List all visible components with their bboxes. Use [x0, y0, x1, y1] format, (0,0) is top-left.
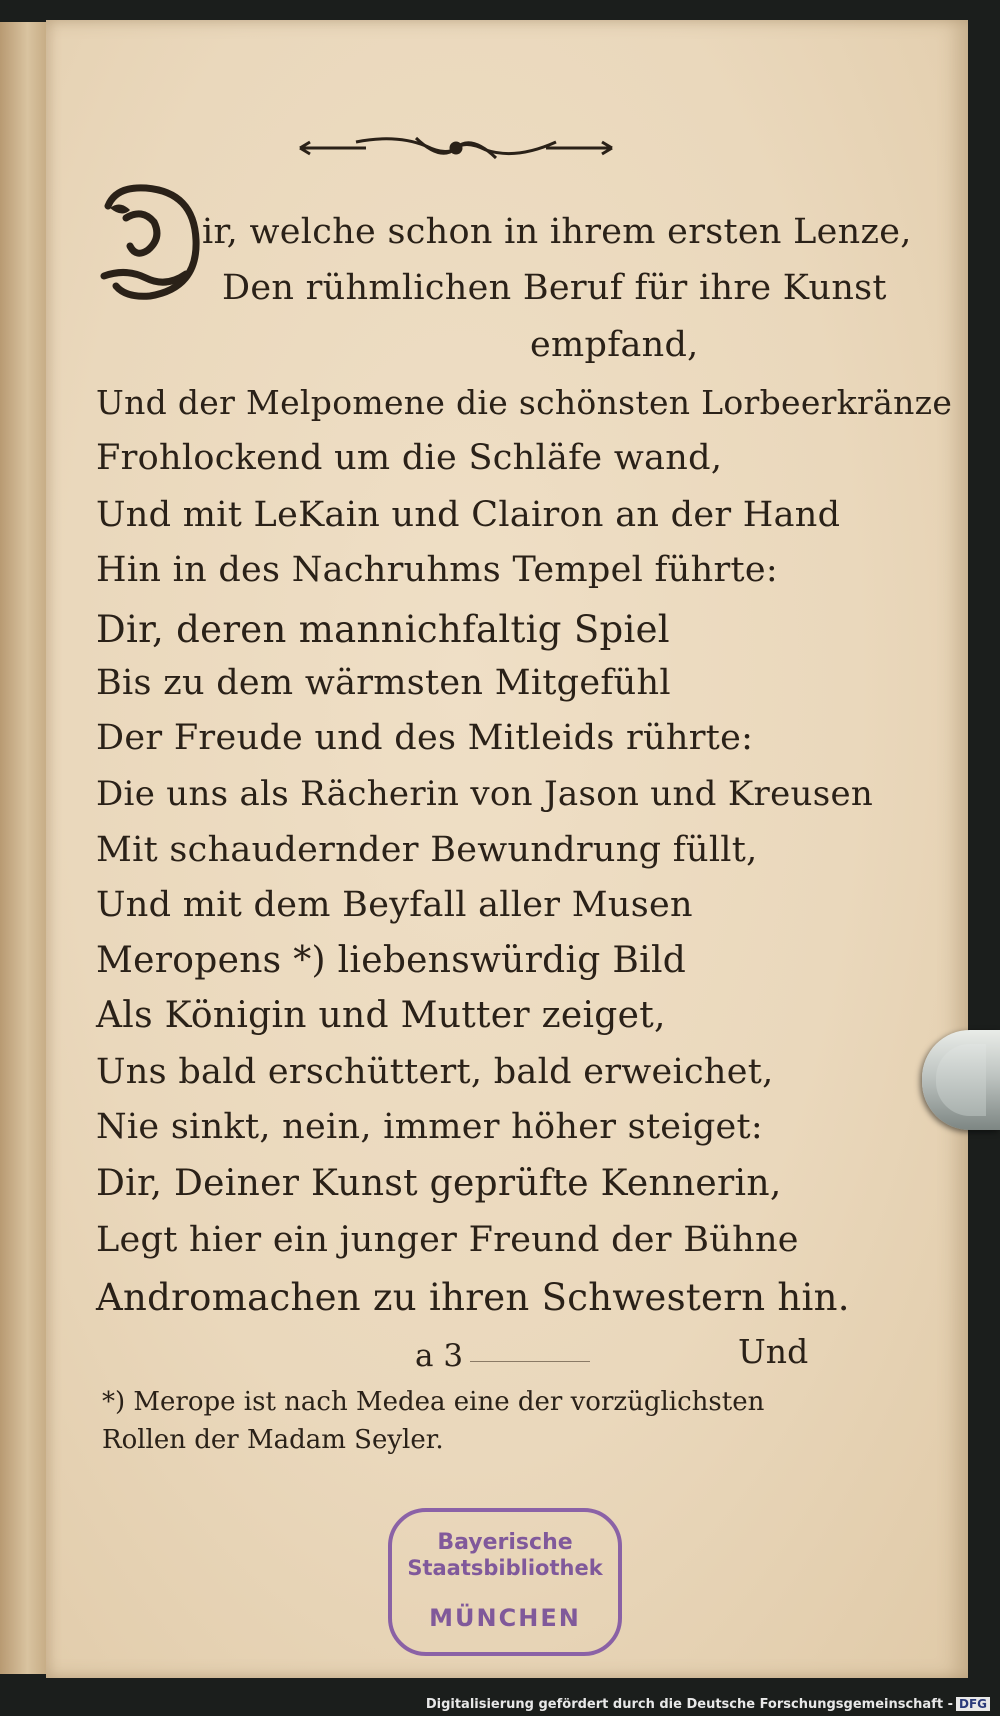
- footnote-line-2: Rollen der Madam Seyler.: [102, 1425, 444, 1455]
- verse-line-5: Frohlockend um die Schläfe wand,: [96, 438, 723, 478]
- digitization-credit: [426, 1697, 990, 1712]
- library-stamp: [388, 1508, 622, 1656]
- decorated-initial-d: [96, 178, 208, 308]
- verse-line-3: empfand,: [530, 325, 699, 365]
- verse-line-2: Den rühmlichen Beruf für ihre Kunst: [222, 268, 887, 308]
- signature-rule: [470, 1361, 590, 1362]
- stamp-line-2: Staatsbibliothek: [407, 1556, 603, 1580]
- ornament-headpiece: [296, 130, 616, 166]
- verse-line-14: Meropens *) liebenswürdig Bild: [96, 940, 687, 981]
- verse-line-12: Mit schaudernder Bewundrung füllt,: [96, 830, 758, 870]
- verse-line-9: Bis zu dem wärmsten Mitgefühl: [96, 663, 671, 703]
- stamp-line-3: MÜNCHEN: [429, 1604, 581, 1632]
- verse-line-8: Dir, deren mannichfaltig Spiel: [96, 608, 670, 651]
- verse-line-20: Andromachen zu ihren Schwestern hin.: [96, 1276, 850, 1319]
- verse-line-4: Und der Melpomene die schönsten Lorbeerkränze: [96, 383, 953, 422]
- dfg-logo: DFG: [956, 1697, 990, 1711]
- verse-line-17: Nie sinkt, nein, immer höher steiget:: [96, 1107, 763, 1147]
- verse-line-15: Als Königin und Mutter zeiget,: [96, 995, 666, 1036]
- verse-line-1: ir, welche schon in ihrem ersten Lenze,: [202, 212, 912, 252]
- signature-mark: a 3: [415, 1338, 464, 1374]
- verse-line-18: Dir, Deiner Kunst geprüfte Kennerin,: [96, 1163, 782, 1204]
- left-page-edge: [0, 22, 48, 1674]
- verse-line-7: Hin in des Nachruhms Tempel führte:: [96, 550, 778, 590]
- stamp-line-1: Bayerische: [437, 1530, 573, 1555]
- catchword: Und: [738, 1332, 809, 1371]
- verse-line-10: Der Freude und des Mitleids rührte:: [96, 718, 754, 758]
- footnote-line-1: *) Merope ist nach Medea eine der vorzüglichsten: [102, 1387, 765, 1417]
- verse-line-16: Uns bald erschüttert, bald erweichet,: [96, 1052, 774, 1092]
- verse-line-19: Legt hier ein junger Freund der Bühne: [96, 1220, 799, 1260]
- verse-line-6: Und mit LeKain und Clairon an der Hand: [96, 495, 841, 535]
- verse-line-11: Die uns als Rächerin von Jason und Kreusen: [96, 774, 874, 814]
- verse-line-13: Und mit dem Beyfall aller Musen: [96, 885, 693, 925]
- credit-text: Digitalisierung gefördert durch die Deutsche Forschungsgemeinschaft -: [425, 1697, 953, 1712]
